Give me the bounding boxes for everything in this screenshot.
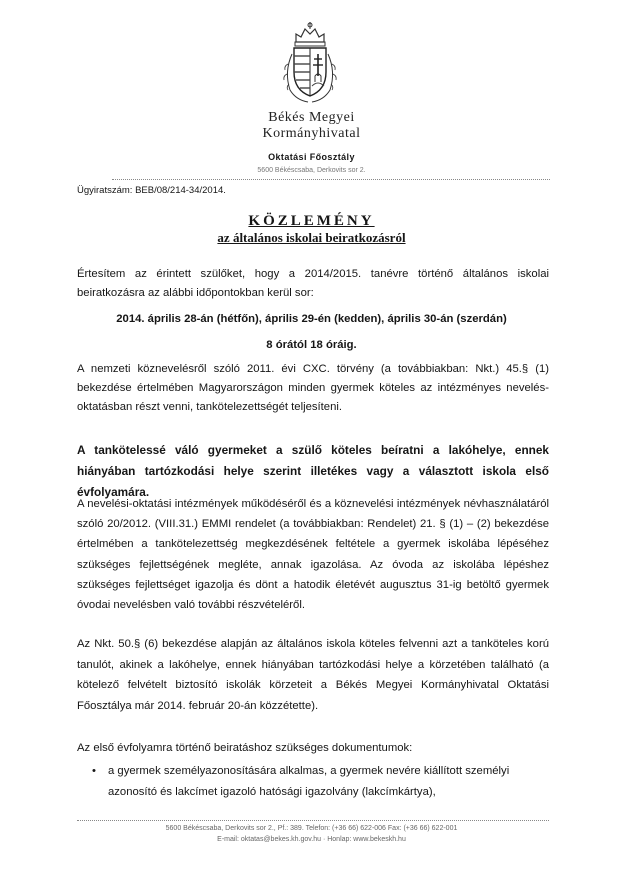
enrollment-dates: 2014. április 28-án (hétfőn), április 29-én (kedden), április 30-án (szerdán) (116, 313, 507, 325)
reference-number: Ügyiratszám: BEB/08/214-34/2014. (77, 185, 226, 196)
documents-list-item-text: a gyermek személyazonosítására alkalmas, a gyermek nevére kiállított személyi azonosító és lakcímet igazoló hatósági igazolvány (lakcímkártya), (108, 765, 510, 798)
bullet-icon: • (92, 765, 96, 777)
footer-contact: E-mail: oktatas@bekes.kh.gov.hu · Honlap: www.bekeskh.hu (217, 836, 406, 843)
paragraph-compulsory-education: A nemzeti köznevelésről szóló 2011. évi CXC. törvény (a továbbiakban: Nkt.) 45.§ (1) bekezdése értelmében Magyarországon minden gyermek köteles az intézményes nevelés-oktatásban részt venni, tankötelezettségét teljesíteni. (77, 363, 549, 413)
paragraph-school-readiness: A nevelési-oktatási intézmények működéséről és a köznevelési intézmények névhasználatáról szóló 20/2012. (VIII.31.) EMMI rendelet (a továbbiakban: Rendelet) 21. § (1) – (2) bekezdése értelmében a tankötelezettség megkezdésének feltétele a gyermek iskolába lépéséhez szükséges fejlettségének megléte, annak igazolása. Az óvoda az iskolába lépéshez szükséges fejlettséget igazolja és dönt a hatodik életévét augusztus 31-ig betöltő gyermek óvodai nevelésben való további részvételéről. (77, 498, 549, 612)
header-divider (112, 179, 550, 180)
documents-intro: Az első évfolyamra történő beiratáshoz szükséges dokumentumok: (77, 742, 413, 754)
hungarian-coat-of-arms-emblem (282, 20, 338, 104)
footer-divider (77, 820, 549, 821)
office-name-line1: Békés Megyei (268, 110, 355, 125)
intro-paragraph: Értesítem az érintett szülőket, hogy a 2014/2015. tanévre történő általános iskolai beiratkozásra az alábbi időpontokban kerül sor: (77, 268, 549, 299)
paragraph-parent-obligation: A tankötelessé váló gyermeket a szülő köteles beíratni a lakóhelye, ennek hiányában tartózkodási helye szerint illetékes vagy a választott iskola első évfolyamára. (77, 443, 549, 499)
paragraph-district-admission: Az Nkt. 50.§ (6) bekezdése alapján az általános iskola köteles felvenni azt a tanköteles korú tanulót, akinek a lakóhelye, ennek hiányában tartózkodási helye a körzetében található (a kötelező felvételt biztosító iskolák körzeteit a Békés Megyei Kormányhivatal Oktatási Főosztálya már 2014. február 20-án közzétette). (77, 638, 549, 712)
department-name: Oktatási Főosztály (268, 152, 355, 162)
footer-address: 5600 Békéscsaba, Derkovits sor 2., Pf.: 389. Telefon: (+36 66) 622-006 Fax: (+36 66) 622-001 (165, 825, 458, 832)
enrollment-hours: 8 órától 18 óráig. (266, 339, 357, 351)
document-title: KÖZLEMÉNY (248, 213, 375, 229)
header-address: 5600 Békéscsaba, Derkovits sor 2. (257, 167, 366, 174)
office-name-line2: Kormányhivatal (262, 126, 361, 141)
document-subtitle: az általános iskolai beiratkozásról (217, 230, 406, 245)
